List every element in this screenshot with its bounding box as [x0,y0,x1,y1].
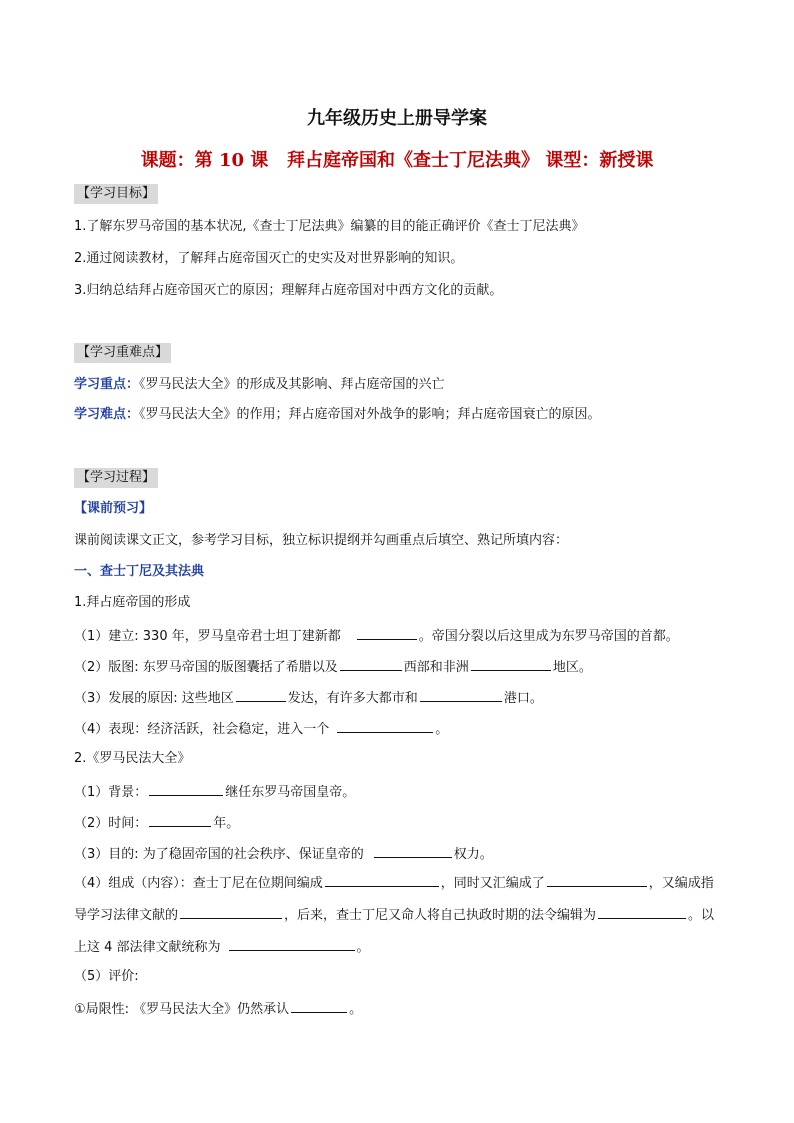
question-2 [74,657,724,677]
process-tag-row [74,468,724,488]
preview-intro: 课前阅读课文正文，参考学习目标，独立标识提纲并勾画重点后填空、熟记所填内容： [74,533,569,548]
focus-label: 学习重点： [74,377,140,392]
keypoints-tag: 【学习重难点】 [74,343,171,363]
r4-text-a: （4）组成（内容）：查士丁尼在位期间编成 [74,876,323,891]
rq-2 [74,813,724,833]
goal-item-2: 2.通过阅读教材，了解拜占庭帝国灭亡的史实及对世界影响的知识。 [74,251,464,266]
blank-input[interactable] [337,719,433,733]
goals-tag-row [74,184,724,204]
sub2-heading: 2.《罗马民法大全》 [74,751,191,766]
blank-input[interactable] [547,873,647,887]
blank-input[interactable] [420,688,502,702]
lesson-subtitle: 课题：第 10 课 拜占庭帝国和《查士丁尼法典》 课型：新授课 [140,150,654,171]
r1-text-b: 继任东罗马帝国皇帝。 [225,785,356,800]
blank-input[interactable] [229,937,355,951]
blank-input[interactable] [325,873,439,887]
r4-text-e: 。以上这 4 部法律文献统称为 [74,908,715,955]
q1-text-b: 。帝国分裂以后这里成为东罗马帝国的首都。 [418,629,679,644]
preview-heading: 【课前预习】 [74,501,153,516]
r4-text-c: ，又编成指导学习法律文献的 [74,876,714,923]
q3-text-c: 港口。 [503,691,543,706]
difficulty-label: 学习难点： [74,407,140,422]
q4-text-b: 。 [435,722,449,737]
rq-3 [74,844,724,864]
goal-item-1: 1.了解东罗马帝国的基本状况,《查士丁尼法典》编纂的目的能正确评价《查士丁尼法典》 [74,219,585,234]
blank-input[interactable] [236,688,286,702]
r1-text-a: （1）背景： [74,785,148,800]
blank-input[interactable] [471,657,551,671]
r2-text-a: （2）时间： [74,816,148,831]
r3-text-a: （3）目的: 为了稳固帝国的社会秩序、保证皇帝的 [74,847,364,862]
difficulty-text: 《罗马民法大全》的作用；拜占庭帝国对外战争的影响；拜占庭帝国衰亡的原因。 [139,407,601,422]
process-tag: 【学习过程】 [74,468,158,488]
sub1-heading: 1.拜占庭帝国的形成 [74,595,191,610]
blank-input[interactable] [149,813,211,827]
blank-input[interactable] [340,657,402,671]
goal-item-3: 3.归纳总结拜占庭帝国灭亡的原因；理解拜占庭帝国对中西方文化的贡献。 [74,283,503,298]
blank-input[interactable] [291,999,347,1013]
difficulty-row [74,406,724,424]
keypoints-tag-row [74,343,724,363]
r4-text-f: 。 [356,940,370,955]
question-4 [74,719,724,739]
r2-text-b: 年。 [213,816,240,831]
q2-text-b: 西部和非洲 [403,660,469,675]
q3-text-b: 发达，有许多大都市和 [287,691,418,706]
r5-1-text-a: ①局限性: 《罗马民法大全》仍然承认 [74,1002,290,1017]
q4-text-a: （4）表现：经济活跃，社会稳定，进入一个 [74,722,330,737]
q2-text-a: （2）版图: 东罗马帝国的版图囊括了希腊以及 [74,660,338,675]
rq-5-1 [74,999,724,1019]
focus-row [74,376,724,394]
q1-text-a: （1）建立: 330 年，罗马皇帝君士坦丁建新都 [74,629,341,644]
r3-text-b: 权力。 [453,847,493,862]
section1-heading: 一、查士丁尼及其法典 [74,564,205,579]
rq-1 [74,782,724,802]
rq-4 [74,868,724,964]
question-3 [74,688,724,708]
r4-text-b: ，同时又汇编成了 [440,876,545,891]
r4-text-d: ，后来，查士丁尼又命人将自己执政时期的法令编辑为 [284,908,597,923]
q3-text-a: （3）发展的原因: 这些地区 [74,691,234,706]
focus-text: 《罗马民法大全》的形成及其影响、拜占庭帝国的兴亡 [139,377,445,392]
goals-tag: 【学习目标】 [74,184,158,204]
page-title: 九年级历史上册导学案 [307,108,487,129]
blank-input[interactable] [598,905,686,919]
blank-input[interactable] [180,905,282,919]
blank-input[interactable] [374,844,452,858]
question-1 [74,626,724,646]
q2-text-c: 地区。 [552,660,592,675]
rq-5: （5）评价: [74,969,139,984]
blank-input[interactable] [149,782,223,796]
blank-input[interactable] [357,626,417,640]
r5-1-text-b: 。 [349,1002,363,1017]
